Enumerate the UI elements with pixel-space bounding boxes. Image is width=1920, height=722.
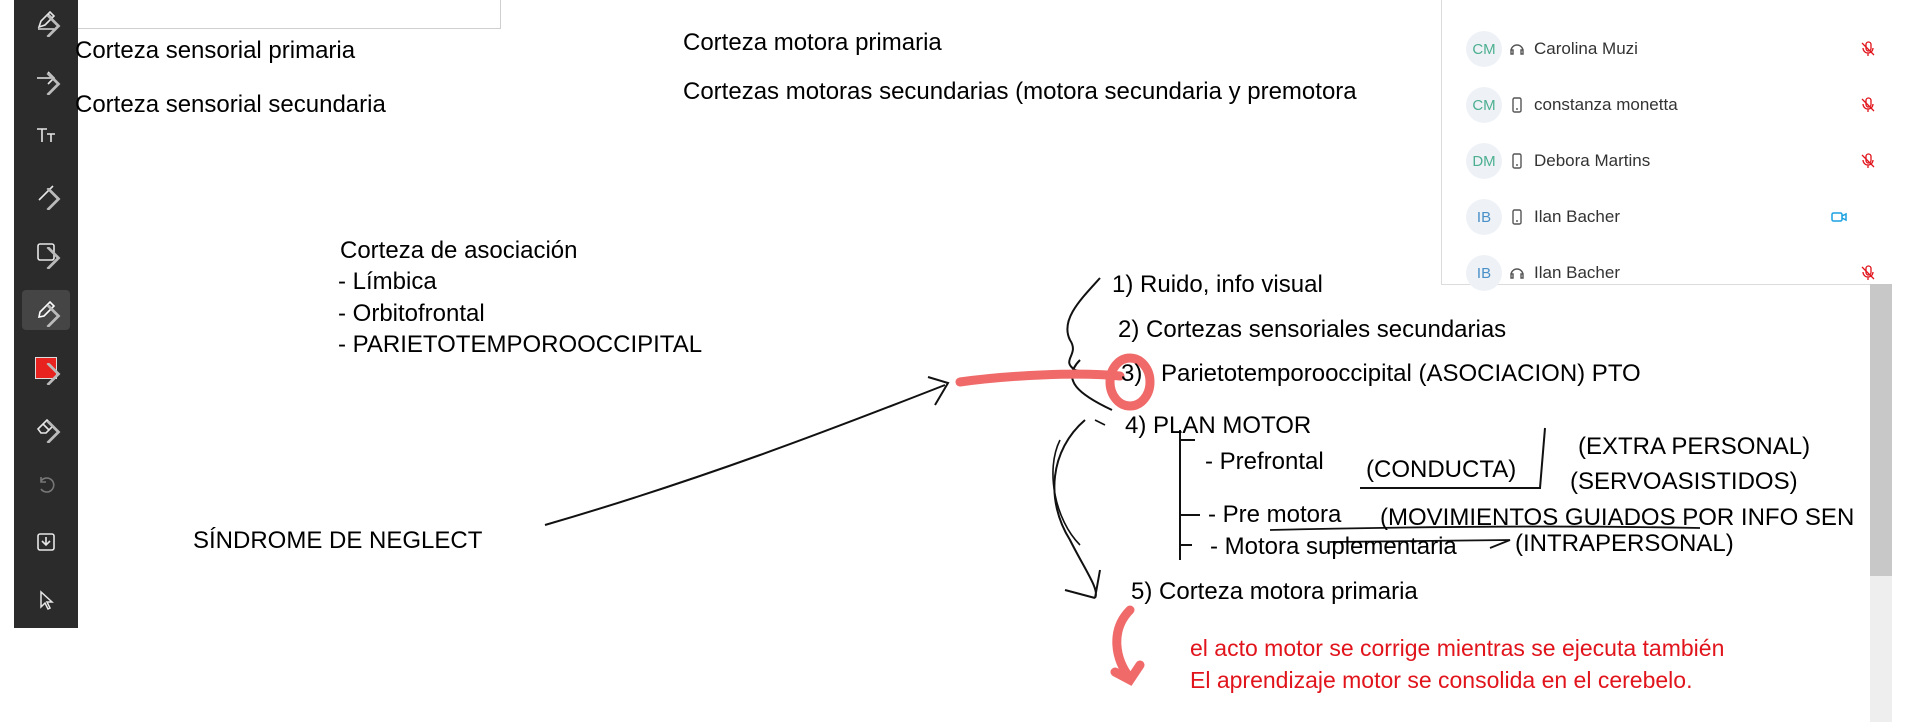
step-5: 5) Corteza motora primaria <box>1131 578 1418 605</box>
flow-bracket <box>1054 278 1112 598</box>
participants-panel <box>1441 0 1880 285</box>
video-camera-icon[interactable] <box>1830 208 1848 226</box>
red-note-2: El aprendizaje motor se consolida en el cerebelo. <box>1190 667 1693 693</box>
avatar: CM <box>1466 87 1502 123</box>
label-sensorial-secundaria: Corteza sensorial secundaria <box>75 91 386 118</box>
participant-name: Ilan Bacher <box>1534 207 1620 226</box>
mic-muted-icon[interactable] <box>1859 264 1877 282</box>
prefrontal: - Prefrontal <box>1205 448 1324 475</box>
headset-icon <box>1508 40 1526 58</box>
participant-name: Carolina Muzi <box>1534 39 1638 58</box>
mic-muted-icon[interactable] <box>1859 40 1877 58</box>
participant-row[interactable] <box>1442 137 1880 192</box>
avatar: CM <box>1466 31 1502 67</box>
mic-muted-icon[interactable] <box>1859 96 1877 114</box>
phone-icon <box>1508 96 1526 114</box>
movimientos-guiados: (MOVIMIENTOS GUIADOS POR INFO SEN <box>1380 504 1855 531</box>
label-motora-primaria: Corteza motora primaria <box>683 29 942 56</box>
participant-name: Debora Martins <box>1534 151 1651 170</box>
participant-row[interactable] <box>1442 193 1880 248</box>
intrapersonal: (INTRAPERSONAL) <box>1515 530 1734 557</box>
participant-row[interactable] <box>1442 249 1880 304</box>
motora-suplementaria: - Motora suplementaria <box>1210 533 1457 560</box>
servoasistidos: (SERVOASISTIDOS) <box>1570 468 1798 495</box>
participant-name: constanza monetta <box>1534 95 1678 114</box>
red-curved-arrow <box>1115 610 1140 680</box>
neglect-label: SÍNDROME DE NEGLECT <box>193 527 483 554</box>
association-title: Corteza de asociación <box>340 237 578 264</box>
label-motoras-secundarias: Cortezas motoras secundarias (motora secundaria y premotora <box>683 78 1357 105</box>
mic-muted-icon[interactable] <box>1859 152 1877 170</box>
scrollbar-thumb[interactable] <box>1870 284 1892 576</box>
phone-icon <box>1508 208 1526 226</box>
conducta: (CONDUCTA) <box>1366 456 1517 483</box>
extra-personal: (EXTRA PERSONAL) <box>1578 433 1811 460</box>
step-2: 2) Cortezas sensoriales secundarias <box>1118 316 1507 343</box>
plan-motor-bracket <box>1180 430 1200 560</box>
phone-icon <box>1508 152 1526 170</box>
label-sensorial-primaria: Corteza sensorial primaria <box>75 37 356 64</box>
avatar: IB <box>1466 255 1502 291</box>
premotora: - Pre motora <box>1208 501 1342 528</box>
association-item: - PARIETOTEMPOROOCCIPITAL <box>338 331 703 358</box>
participant-name: Ilan Bacher <box>1534 263 1620 282</box>
avatar: DM <box>1466 143 1502 179</box>
neglect-arrow <box>545 385 945 525</box>
step-1: 1) Ruido, info visual <box>1112 271 1323 298</box>
step-3: Parietotemporooccipital (ASOCIACION) PTO <box>1161 360 1641 387</box>
red-highlight-line <box>960 374 1120 382</box>
step-4: 4) PLAN MOTOR <box>1125 412 1312 439</box>
headset-icon <box>1508 264 1526 282</box>
participant-row[interactable] <box>1442 81 1880 136</box>
step-3-number: 3) <box>1121 360 1143 387</box>
association-item: - Orbitofrontal <box>338 300 485 327</box>
association-item: - Límbica <box>338 268 437 295</box>
participant-row[interactable] <box>1442 25 1880 80</box>
avatar: IB <box>1466 199 1502 235</box>
red-note-1: el acto motor se corrige mientras se ejecuta también <box>1190 635 1725 661</box>
